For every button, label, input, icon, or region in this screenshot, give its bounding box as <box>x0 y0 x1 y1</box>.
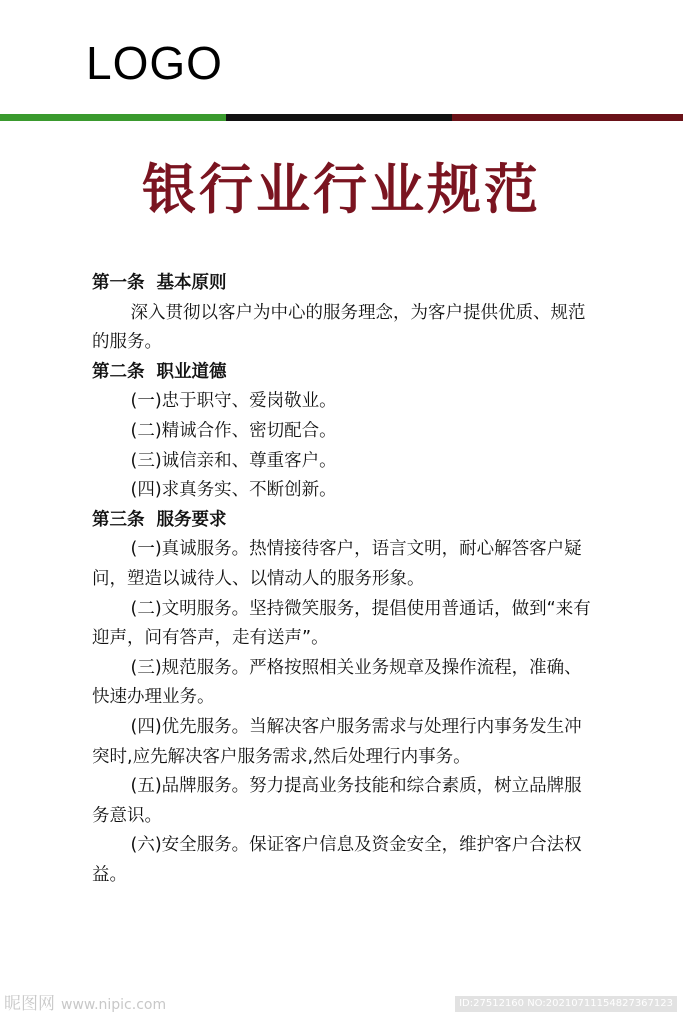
watermark-brand: 昵图网 www.nipic.com <box>4 994 167 1014</box>
section-3 <box>92 506 592 891</box>
section-paragraph: (五)品牌服务。努力提高业务技能和综合素质，树立品牌服务意识。 <box>92 776 582 826</box>
section-heading: 第一条 基本原则 <box>92 273 227 293</box>
section-paragraph: (三)诚信亲和、尊重客户。 <box>130 450 337 471</box>
section-paragraph: (六)安全服务。保证客户信息及资金安全，维护客户合法权益。 <box>92 835 582 885</box>
section-paragraph: (一)真诚服务。热情接待客户，语言文明，耐心解答客户疑问，塑造以诚待人、以情动人的服务形象。 <box>92 539 582 589</box>
logo-text: LOGO <box>86 37 223 89</box>
section-paragraph: (四)求真务实、不断创新。 <box>130 480 337 501</box>
section-paragraph: (一)忠于职守、爱岗敬业。 <box>130 391 337 412</box>
regulation-body <box>92 269 592 890</box>
watermark-id: ID:27512160 NO:20210711154827367123 <box>455 996 677 1012</box>
section-paragraph: (三)规范服务。严格按照相关业务规章及操作流程，准确、快速办理业务。 <box>92 657 582 708</box>
section-2 <box>92 358 592 506</box>
divider-black <box>226 114 452 121</box>
watermark-site: www.nipic.com <box>61 997 167 1013</box>
divider-green <box>0 114 226 121</box>
divider-maroon <box>452 114 683 121</box>
section-heading: 第三条 服务要求 <box>92 509 227 530</box>
section-paragraph: 深入贯彻以客户为中心的服务理念，为客户提供优质、规范的服务。 <box>92 302 586 353</box>
section-paragraph: (二)精诚合作、密切配合。 <box>130 420 337 441</box>
color-divider <box>0 114 683 121</box>
section-paragraph: (二)文明服务。坚持微笑服务，提倡使用普通话，做到“来有迎声，问有答声，走有送声”。 <box>92 598 591 649</box>
section-paragraph: (四)优先服务。当解决客户服务需求与处理行内事务发生冲突时,应先解决客户服务需求,然后处理行内事务。 <box>92 716 582 767</box>
section-1 <box>92 269 592 358</box>
page-title: 银行业行业规范 <box>142 157 541 221</box>
section-heading: 第二条 职业道德 <box>92 361 227 382</box>
